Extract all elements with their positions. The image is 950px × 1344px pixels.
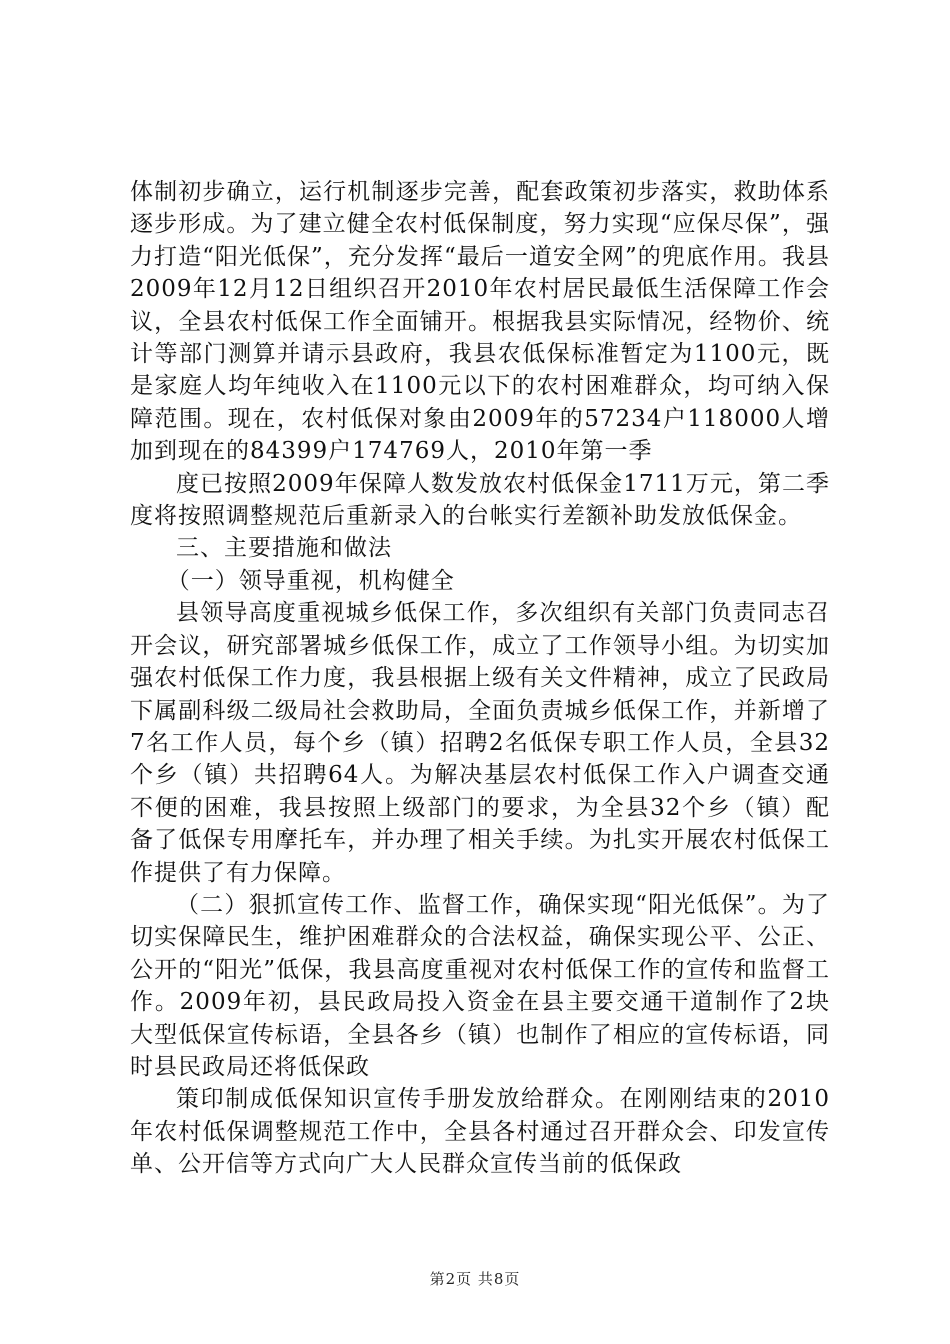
paragraph: 度已按照2009年保障人数发放农村低保金1711万元，第二季度将按照调整规范后重新录入的台帐实行差额补助发放低保金。 bbox=[130, 470, 830, 530]
paragraph: 县领导高度重视城乡低保工作，多次组织有关部门负责同志召开会议，研究部署城乡低保工作，成立了工作领导小组。为切实加强农村低保工作力度，我县根据上级有关文件精神，成立了民政局下属副科级二级局社会救助局，全面负责城乡低保工作，并新增了7名工作人员，每个乡（镇）招聘2名低保专职工作人员，全县32个乡（镇）共招聘64人。为解决基层农村低保工作入户调查交通不便的困难，我县按照上级部门的要求，为全县32个乡（镇）配备了低保专用摩托车，并办理了相关手续。为扎实开展农村低保工作提供了有力保障。 bbox=[130, 600, 830, 886]
document-body bbox=[130, 176, 830, 1181]
paragraph: 策印制成低保知识宣传手册发放给群众。在刚刚结束的2010年农村低保调整规范工作中，全县各村通过召开群众会、印发宣传单、公开信等方式向广大人民群众宣传当前的低保政 bbox=[130, 1086, 830, 1178]
page-footer: 第2页 共8页 bbox=[429, 1270, 521, 1288]
subsection-heading: （一）领导重视，机构健全 bbox=[166, 567, 455, 594]
paragraph-continuation: 体制初步确立，运行机制逐步完善，配套政策初步落实，救助体系逐步形成。为了建立健全农村低保制度，努力实现“应保尽保”，强力打造“阳光低保”，充分发挥“最后一道安全网”的兜底作用。我县2009年12月12日组织召开2010年农村居民最低生活保障工作会议，全县农村低保工作全面铺开。根据我县实际情况，经物价、统计等部门测算并请示县政府，我县农低保标准暂定为1100元，既是家庭人均年纯收入在1100元以下的农村困难群众，均可纳入保障范围。现在，农村低保对象由2009年的57234户118000人增加到现在的84399户174769人，2010年第一季 bbox=[130, 179, 830, 465]
paragraph: （二）狠抓宣传工作、监督工作，确保实现“阳光低保”。为了切实保障民生，维护困难群众的合法权益，确保实现公平、公正、公开的“阳光”低保，我县高度重视对农村低保工作的宣传和监督工作。2009年初，县民政局投入资金在县主要交通干道制作了2块大型低保宣传标语，全县各乡（镇）也制作了相应的宣传标语，同时县民政局还将低保政 bbox=[130, 891, 830, 1080]
section-heading: 三、主要措施和做法 bbox=[176, 535, 392, 562]
